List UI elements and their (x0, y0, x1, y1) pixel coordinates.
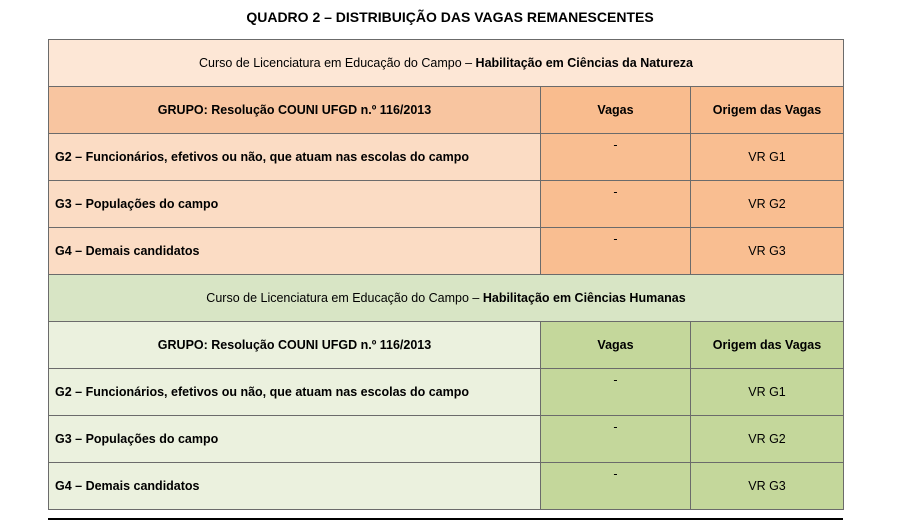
header-grupo: GRUPO: Resolução COUNI UFGD n.º 116/2013 (49, 87, 541, 134)
table-header-row (49, 322, 844, 369)
table-bottom-border (48, 518, 843, 520)
cell-grupo: G4 – Demais candidatos (49, 228, 541, 275)
cell-origem: VR G1 (691, 369, 844, 416)
course-habilitacao: Habilitação em Ciências Humanas (482, 291, 686, 305)
table-row (49, 416, 844, 463)
cell-origem: VR G2 (691, 181, 844, 228)
table-header-row (49, 87, 844, 134)
cell-grupo: G3 – Populações do campo (49, 181, 541, 228)
header-grupo: GRUPO: Resolução COUNI UFGD n.º 116/2013 (49, 322, 541, 369)
cell-vagas: - (541, 134, 691, 181)
cell-grupo: G4 – Demais candidatos (49, 463, 541, 510)
table-row (49, 228, 844, 275)
page-title: QUADRO 2 – DISTRIBUIÇÃO DAS VAGAS REMANESCENTES (246, 9, 654, 25)
course-row-natureza (49, 40, 844, 87)
cell-vagas: - (541, 228, 691, 275)
header-vagas: Vagas (541, 322, 691, 369)
table-row (49, 463, 844, 510)
course-title (49, 275, 844, 322)
header-origem: Origem das Vagas (691, 87, 844, 134)
cell-origem: VR G2 (691, 416, 844, 463)
course-prefix: Curso de Licenciatura em Educação do Campo – (206, 291, 483, 305)
cell-vagas: - (541, 463, 691, 510)
cell-grupo: G2 – Funcionários, efetivos ou não, que atuam nas escolas do campo (49, 134, 541, 181)
table-row (49, 369, 844, 416)
cell-grupo: G2 – Funcionários, efetivos ou não, que atuam nas escolas do campo (49, 369, 541, 416)
cell-origem: VR G3 (691, 463, 844, 510)
cell-grupo: G3 – Populações do campo (49, 416, 541, 463)
vagas-table (48, 39, 844, 510)
course-row-humanas (49, 275, 844, 322)
cell-origem: VR G1 (691, 134, 844, 181)
course-title (49, 40, 844, 87)
course-prefix: Curso de Licenciatura em Educação do Campo – (199, 56, 476, 70)
table-row (49, 181, 844, 228)
table-row (49, 134, 844, 181)
header-origem: Origem das Vagas (691, 322, 844, 369)
cell-vagas: - (541, 181, 691, 228)
cell-origem: VR G3 (691, 228, 844, 275)
course-habilitacao: Habilitação em Ciências da Natureza (475, 56, 693, 70)
cell-vagas: - (541, 369, 691, 416)
cell-vagas: - (541, 416, 691, 463)
header-vagas: Vagas (541, 87, 691, 134)
